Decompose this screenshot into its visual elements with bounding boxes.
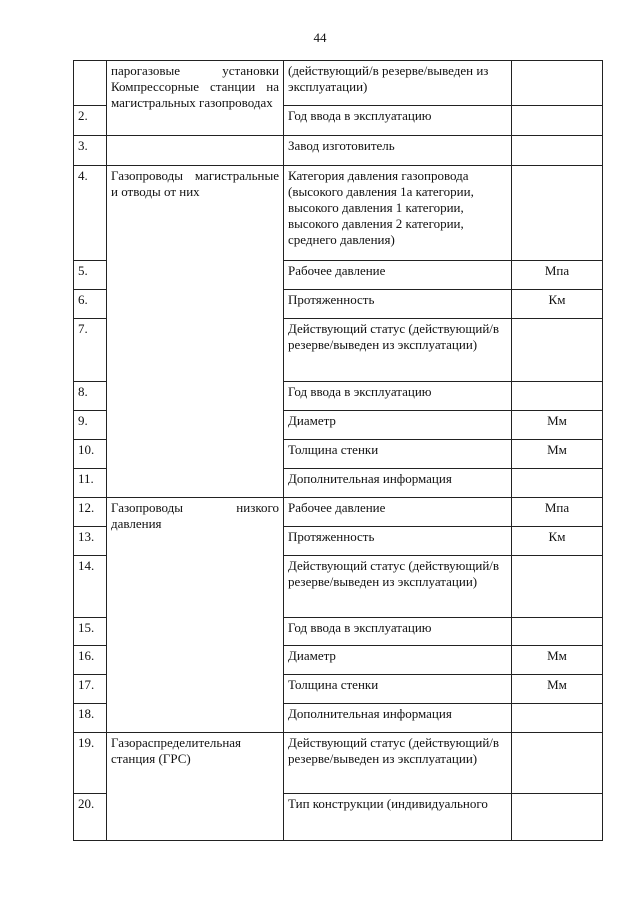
row-number: 17. — [74, 675, 107, 704]
row-number: 4. — [74, 166, 107, 261]
parameter-name: Толщина стенки — [284, 675, 512, 704]
object-name-gas-distribution-station: Газораспределительная станция (ГРС) — [107, 733, 284, 841]
unit-cell — [512, 704, 603, 733]
unit-cell — [512, 469, 603, 498]
row-number: 12. — [74, 498, 107, 527]
row-number: 14. — [74, 556, 107, 618]
row-number: 7. — [74, 319, 107, 382]
parameter-name: Действующий статус (действующий/в резерве/выведен из эксплуатации) — [284, 733, 512, 794]
row-number: 18. — [74, 704, 107, 733]
parameter-name: Диаметр — [284, 411, 512, 440]
unit-cell: Км — [512, 527, 603, 556]
row-number: 5. — [74, 261, 107, 290]
parameter-name: Дополнительная информация — [284, 704, 512, 733]
parameter-name: Диаметр — [284, 646, 512, 675]
row-number: 15. — [74, 618, 107, 646]
parameters-table — [73, 60, 603, 841]
row-number: 6. — [74, 290, 107, 319]
row-number: 2. — [74, 106, 107, 136]
parameter-name: Год ввода в эксплуатацию — [284, 382, 512, 411]
unit-cell: Мм — [512, 411, 603, 440]
table-row — [74, 166, 603, 261]
unit-cell — [512, 136, 603, 166]
object-name-main-pipelines: Газопроводы магистральные и отводы от них — [107, 166, 284, 498]
parameter-name: Год ввода в эксплуатацию — [284, 106, 512, 136]
parameter-name: Протяженность — [284, 290, 512, 319]
unit-cell — [512, 618, 603, 646]
row-number: 19. — [74, 733, 107, 794]
table-row — [74, 498, 603, 527]
unit-cell — [512, 106, 603, 136]
unit-cell: Мпа — [512, 261, 603, 290]
object-name-compressor-stations: парогазовые установки Компрессорные станции на магистральных газопроводах — [107, 61, 284, 136]
parameter-name: Действующий статус (действующий/в резерве/выведен из эксплуатации) — [284, 319, 512, 382]
row-number: 16. — [74, 646, 107, 675]
row-number: 11. — [74, 469, 107, 498]
page-number: 44 — [313, 30, 327, 45]
parameter-name: Протяженность — [284, 527, 512, 556]
unit-cell — [512, 556, 603, 618]
row-number: 9. — [74, 411, 107, 440]
row-number: 13. — [74, 527, 107, 556]
parameter-name: Толщина стенки — [284, 440, 512, 469]
row-number: 3. — [74, 136, 107, 166]
row-number: 20. — [74, 794, 107, 841]
table-row — [74, 733, 603, 794]
parameter-name: Год ввода в эксплуатацию — [284, 618, 512, 646]
table-row — [74, 136, 603, 166]
unit-cell: Мм — [512, 675, 603, 704]
unit-cell: Мм — [512, 440, 603, 469]
parameter-name: Рабочее давление — [284, 498, 512, 527]
unit-cell — [512, 166, 603, 261]
parameter-name: Дополнительная информация — [284, 469, 512, 498]
table-row — [74, 61, 603, 106]
unit-cell: Мпа — [512, 498, 603, 527]
object-name-empty — [107, 136, 284, 166]
unit-cell — [512, 382, 603, 411]
parameter-name: Рабочее давление — [284, 261, 512, 290]
row-number — [74, 61, 107, 106]
unit-cell — [512, 319, 603, 382]
unit-cell — [512, 733, 603, 794]
unit-cell: Км — [512, 290, 603, 319]
parameter-name: (действующий/в резерве/выведен из эксплуатации) — [284, 61, 512, 106]
object-name-low-pressure-pipelines: Газопроводы низкого давления — [107, 498, 284, 733]
row-number: 10. — [74, 440, 107, 469]
parameter-name: Тип конструкции (индивидуального — [284, 794, 512, 841]
parameter-name: Категория давления газопровода (высокого давления 1а категории, высокого давления 1 категории, высокого давления 2 категории, среднего давления) — [284, 166, 512, 261]
parameter-name: Действующий статус (действующий/в резерве/выведен из эксплуатации) — [284, 556, 512, 618]
parameter-name: Завод изготовитель — [284, 136, 512, 166]
row-number: 8. — [74, 382, 107, 411]
unit-cell: Мм — [512, 646, 603, 675]
unit-cell — [512, 61, 603, 106]
unit-cell — [512, 794, 603, 841]
